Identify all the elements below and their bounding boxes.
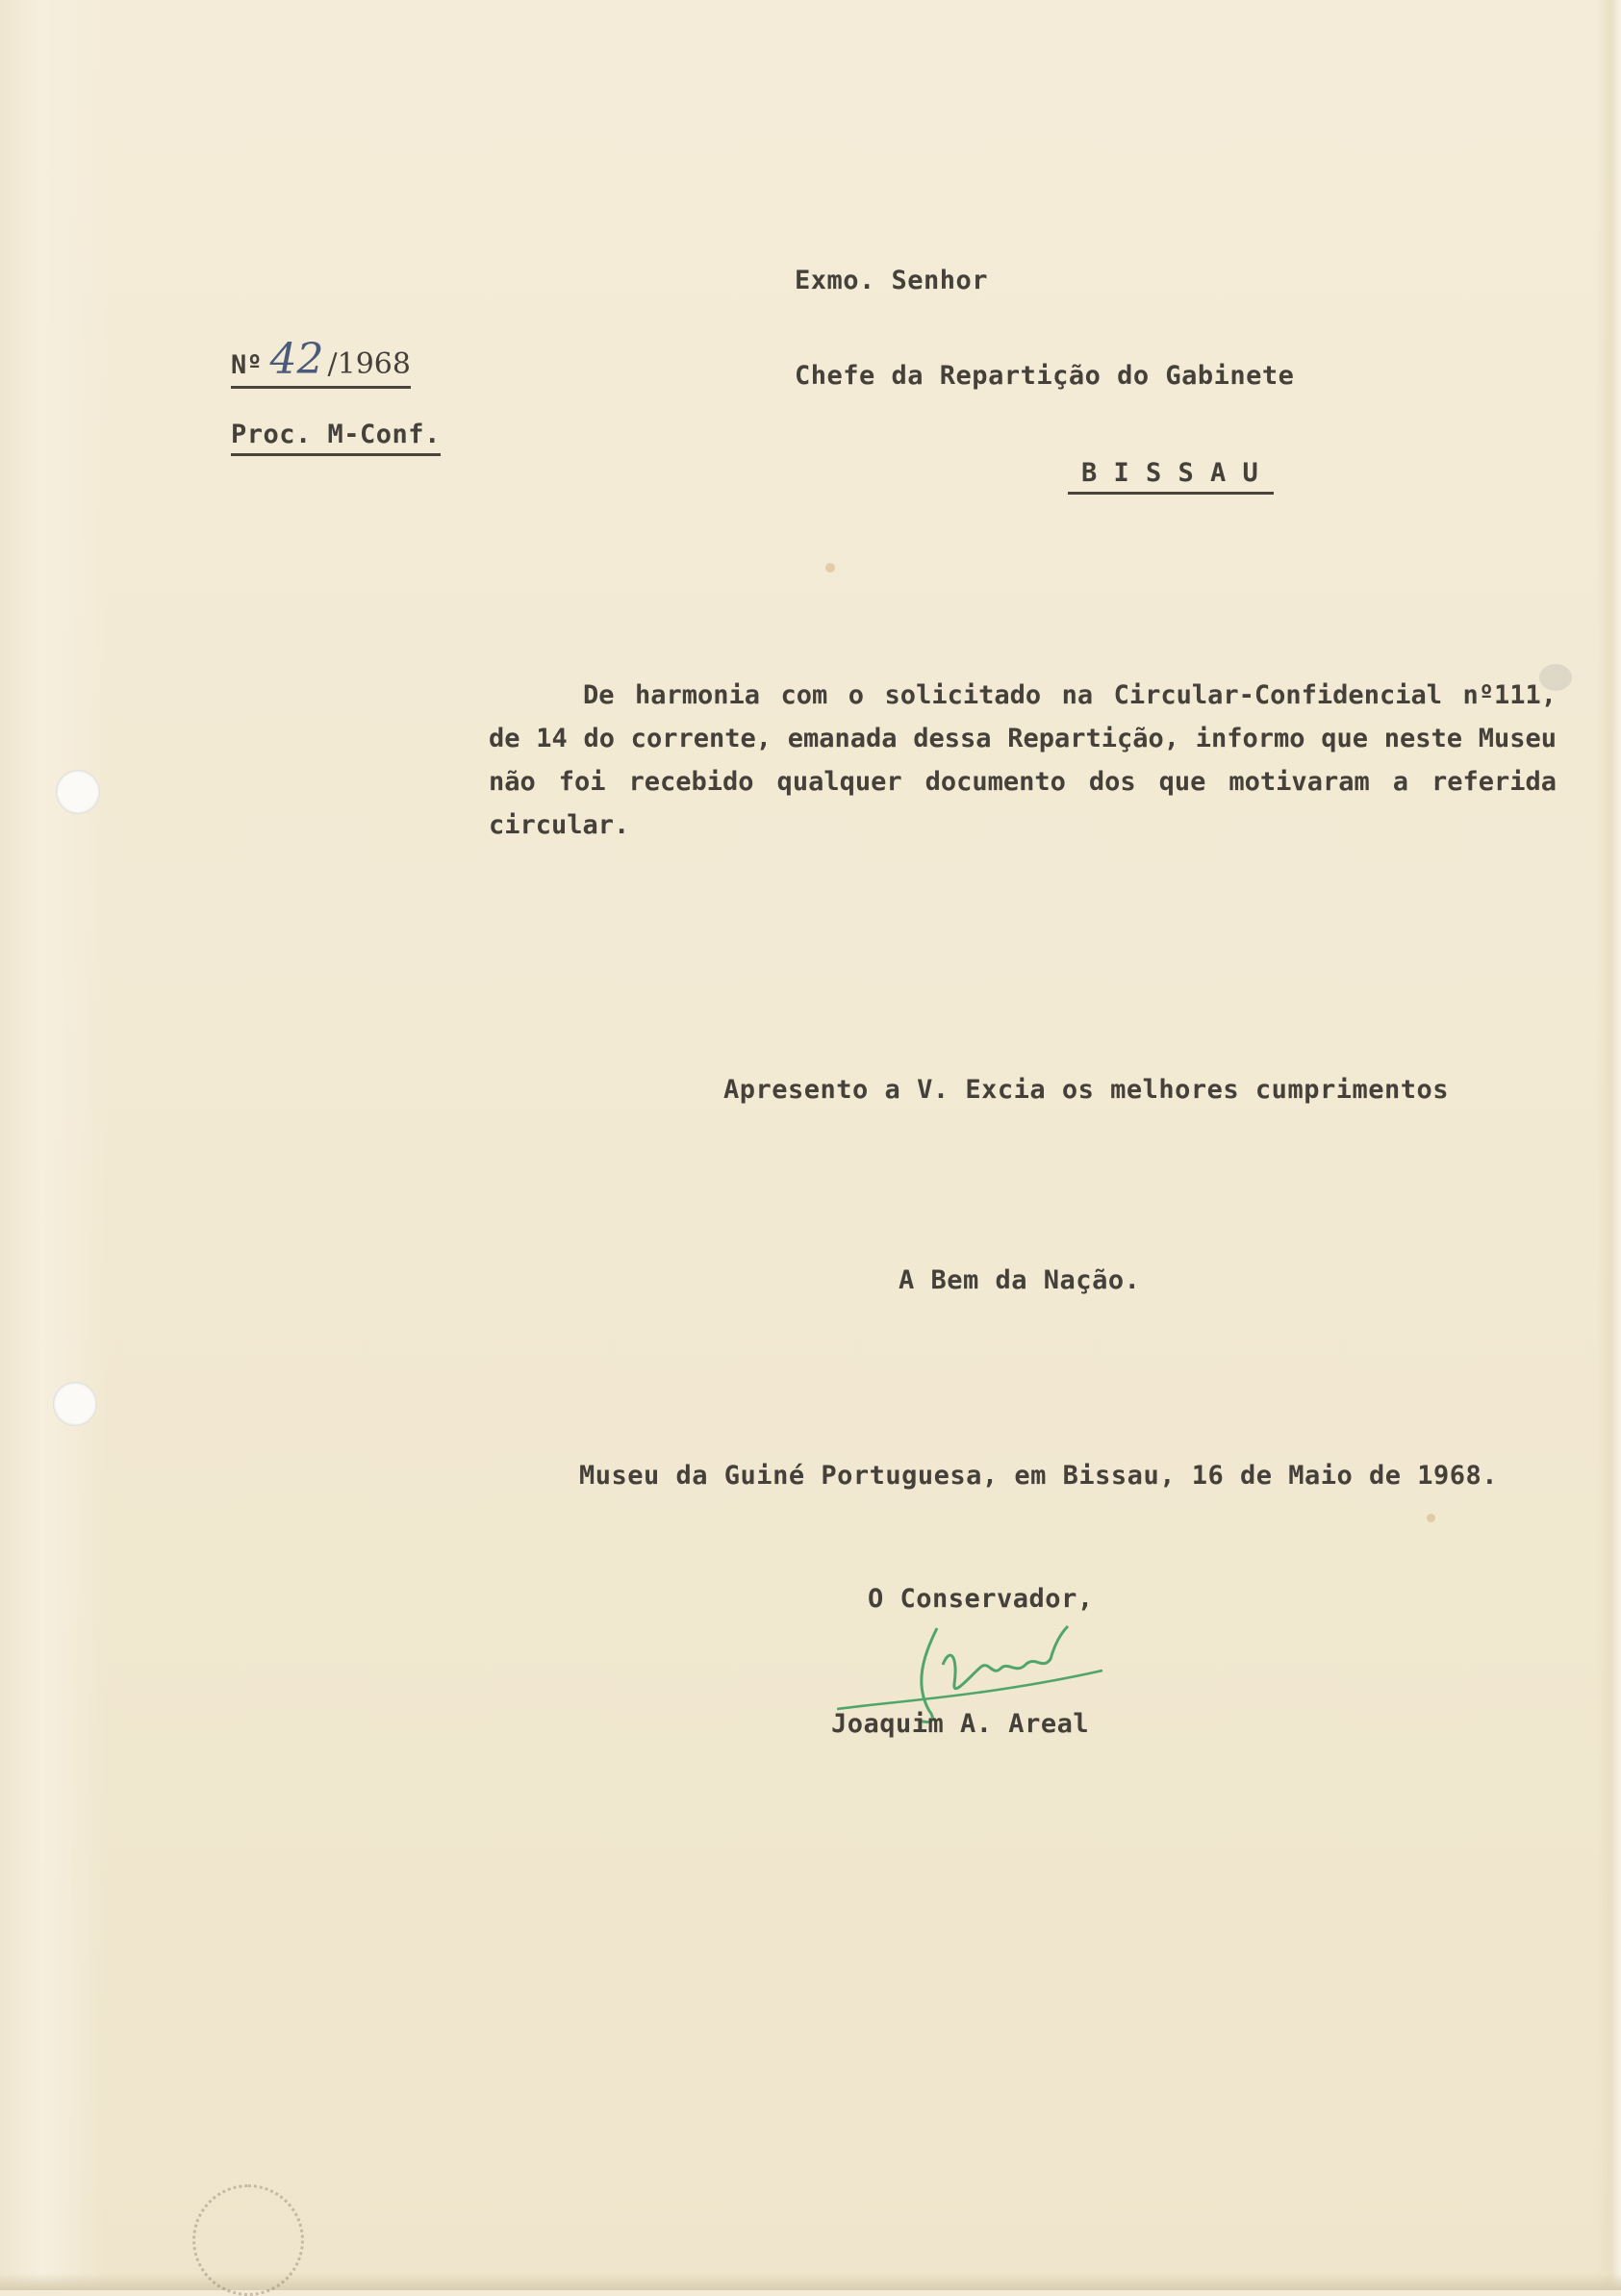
punch-hole-bottom (53, 1382, 97, 1426)
recipient: Chefe da Repartição do Gabinete (795, 361, 1295, 391)
punch-hole-top (56, 770, 100, 814)
place-and-date: Museu da Guiné Portuguesa, em Bissau, 16 de Maio de 1968. (579, 1461, 1499, 1491)
reference-prefix: Nº (231, 350, 263, 380)
recipient-city: B I S S A U (1068, 458, 1274, 495)
ink-spot (825, 563, 835, 573)
reference-year: /1968 (327, 347, 411, 381)
paper-left-fold (0, 0, 106, 2290)
reference-handwritten-number: 42 (269, 335, 324, 384)
ink-spot (1427, 1514, 1435, 1522)
letter-body (489, 674, 1557, 847)
motto: A Bem da Nação. (899, 1265, 1141, 1295)
signoff-title: O Conservador, (868, 1584, 1094, 1614)
closing-greeting: Apresento a V. Excia os melhores cumprimentos (723, 1075, 1449, 1105)
salutation: Exmo. Senhor (795, 266, 989, 295)
process-reference: Proc. M-Conf. (231, 420, 441, 456)
signatory-name: Joaquim A. Areal (831, 1709, 1090, 1739)
reference-number (231, 335, 411, 389)
letter-body-text: De harmonia com o solicitado na Circular-Confidencial nº111, de 14 do corrente, emanada dessa Repartição, informo que neste Museu não foi recebido qualquer documento dos que motivaram a referida circular. (489, 680, 1557, 840)
ring-stain (192, 2184, 304, 2296)
paper-right-edge (1596, 0, 1621, 2290)
